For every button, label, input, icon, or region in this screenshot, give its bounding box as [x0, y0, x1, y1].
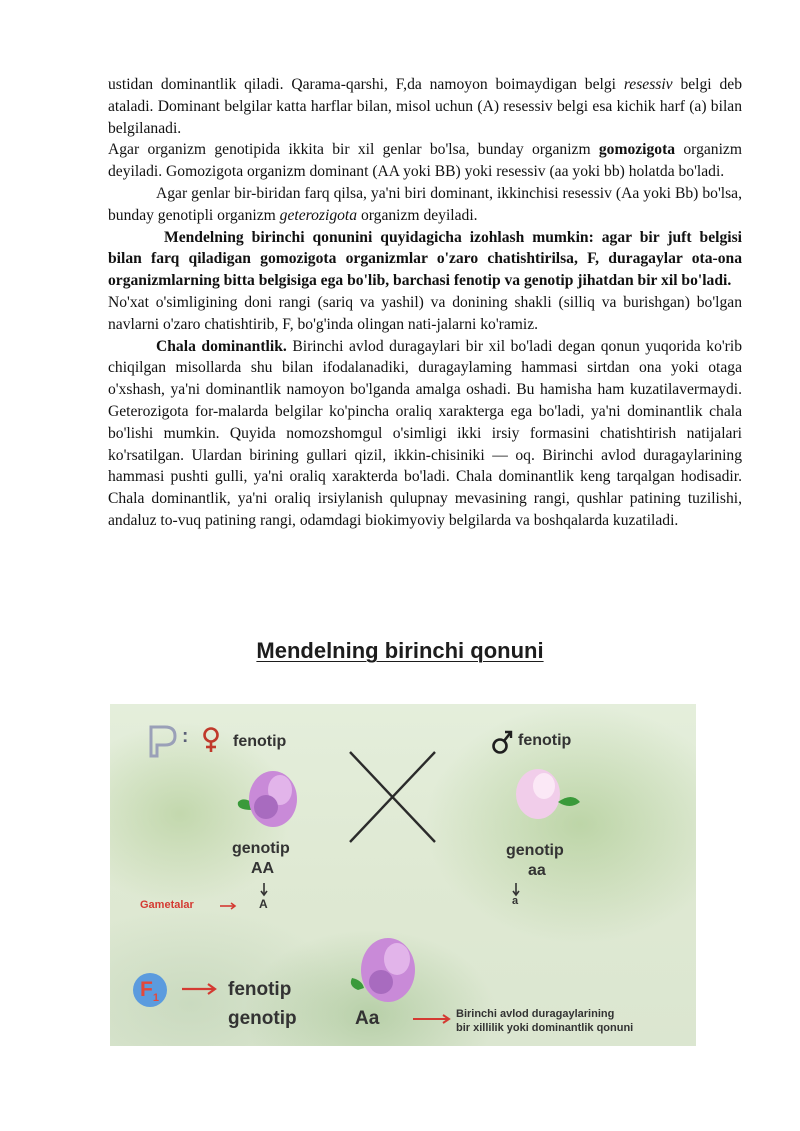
female-gamete-value: A: [259, 897, 268, 911]
paragraph-pea-example: [108, 292, 742, 336]
p-colon: :: [182, 726, 189, 747]
paragraph-incomplete-dominance: [108, 336, 742, 532]
down-arrow-rec-icon: [513, 883, 519, 895]
male-genotype-value: aa: [528, 862, 546, 879]
text-run: Birinchi avlod duragaylari bir xil bo'ladi degan qonun yuqorida ko'rib chiqilgan misollarda shu bilan ifodalanadiki, duragaylaming hammasi sirtdan ona yoki otaga o'xshash, ya'ni dominantlik namoyon bo'lganda amalga oshadi. Bu hamisha ham kuzatilavermaydi. Geterozigota for-malarda belgilar ko'pincha oraliq xarakterga ega bo'ladi, ya'ni dominantlik chala bo'lishi mumkin. Quyida nomozshomgul o'simligi ikki irsiy formasini chatishtirish natijalari ko'rsatilgan. Ulardan birining gullari qizil, ikkin-chisiniki — oq. Birinchi avlod duragaylarining hammasi pushti gulli, ya'ni oraliq xarakterda bo'ladi. Chala dominantlik keng tarqalgan hodisadir. Chala dominantlik, ya'ni oraliq irsiylanish qulupnay mevasining rangi, qushlar patining tuzilishi, andaluz to-vuq patining rangi, odamdagi biokimyoviy belgilarda va boshqalarda kuzatiladi.: [108, 337, 742, 529]
mendel-law-figure: [110, 704, 696, 1046]
text-run: organizm deyiladi. Gomozigota organizm dominant (AA yoki BB) yoki resessiv (aa yoki bb) holatda bo'ladi.: [108, 141, 742, 181]
text-run: gomozigota: [598, 141, 676, 159]
male-fenotip-label: fenotip: [518, 732, 572, 749]
figure-graphics: [110, 704, 696, 1046]
p-label: [151, 726, 175, 756]
male-genotip-label: genotip: [506, 842, 564, 859]
text-run: ustidan dominantlik qiladi. Qarama-qarshi, F,da namoyon boimaydigan belgi: [108, 76, 624, 93]
text-run: belgi deb ataladi. Dominant belgilar katta harflar bilan, misol uchun (A) resessiv belgi esa kichik harf (a) bilan belgilanadi.: [108, 76, 742, 137]
down-arrow-dom-icon: [261, 883, 267, 895]
text-run: Agar organizm genotipida ikkita bir xil genlar bo'lsa, bunday organizm: [108, 141, 599, 159]
text-run: resessiv: [623, 76, 673, 93]
female-genotype-value: AA: [251, 860, 275, 877]
text-run: Mendelning birinchi qonunini quyidagicha izohlash mumkin: agar bir juft belgisi bilan farq qiladigan gomozigota organizmlar o'zaro chatishtirilsa, F, duragaylar ota-ona organizmlarning bitta belgisiga ega bo'lib, barchasi fenotip va genotip jihatdan bir xil bo'ladi.: [108, 228, 742, 290]
text-run: Chala dominantlik.: [156, 337, 287, 355]
gametalar-arrow-icon: [220, 903, 235, 909]
male-symbol: [493, 732, 509, 754]
female-symbol: [204, 728, 218, 752]
figure-heading: [0, 638, 800, 664]
paragraph-heterozygote: [108, 183, 742, 227]
caption-line-1: Birinchi avlod duragaylarining: [456, 1008, 615, 1020]
f1-arrow-icon: [182, 984, 215, 994]
f1-genotip-label: genotip: [228, 1008, 297, 1029]
text-run: geterozigota: [279, 206, 358, 224]
caption-arrow-icon: [413, 1015, 449, 1023]
paragraph-dominance: [108, 74, 742, 139]
light-flower-male-icon: [516, 769, 580, 819]
dark-flower-f1-icon: [351, 938, 415, 1002]
female-genotip-label: genotip: [232, 840, 290, 857]
female-fenotip-label: fenotip: [233, 733, 287, 750]
f1-label: $F_1$: [140, 978, 159, 1005]
text-run: No'xat o'simligining doni rangi (sariq va yashil) va donining shakli (silliq va burishgan) bo'lgan navlarni o'zaro chatishtirib, F, bo'g'inda olingan nati-jalarni ko'ramiz.: [108, 293, 742, 333]
f1-genotype-value: Aa: [355, 1008, 380, 1029]
dark-flower-female-icon: [238, 771, 297, 827]
gametalar-label: Gametalar: [140, 899, 194, 911]
caption-line-2: bir xillilik yoki dominantlik qonuni: [456, 1022, 634, 1034]
f1-fenotip-label: fenotip: [228, 979, 292, 1000]
paragraph-mendel-law: [108, 227, 742, 292]
text-run: Agar genlar bir-biridan farq qilsa, ya'ni biri dominant, ikkinchisi resessiv (Aa yoki Bb) bo'lsa, bunday genotipli organizm: [108, 184, 742, 224]
text-run: organizm deyiladi.: [357, 206, 478, 224]
figure-heading-text: Mendelning birinchi qonuni: [256, 638, 544, 663]
paragraph-homozygote: [108, 139, 742, 183]
male-gamete-value: a: [512, 895, 519, 907]
body-text: [108, 74, 742, 532]
